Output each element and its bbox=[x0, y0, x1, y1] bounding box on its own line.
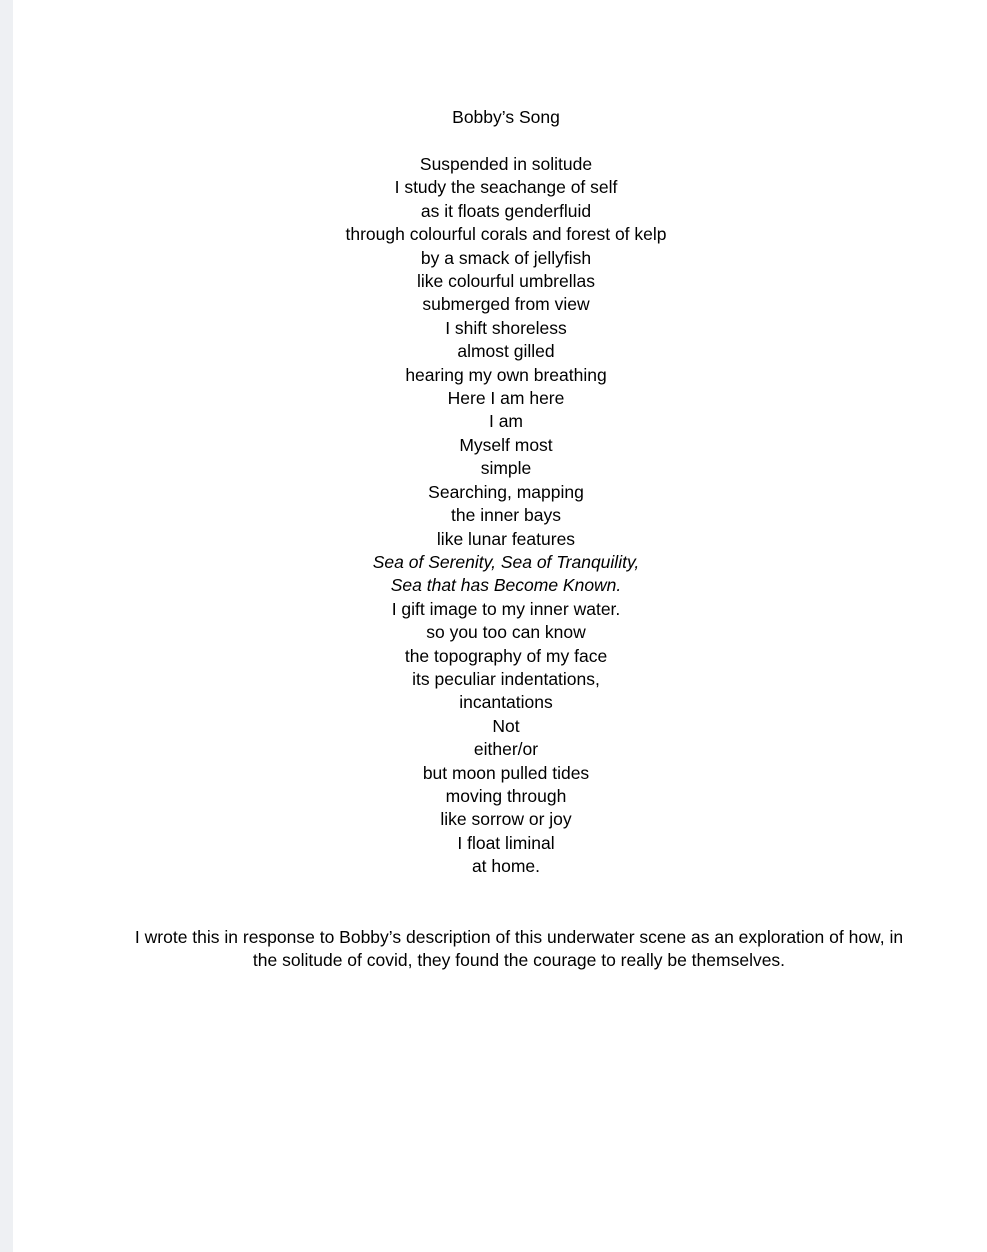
poem-line: I study the seachange of self bbox=[394, 177, 618, 198]
poem-line: the inner bays bbox=[451, 505, 561, 526]
poem-line: Here I am here bbox=[447, 388, 565, 409]
viewer-margin bbox=[0, 0, 13, 1252]
poem-line: the topography of my face bbox=[404, 645, 608, 666]
poem-line: Myself most bbox=[459, 434, 553, 455]
poem-line: hearing my own breathing bbox=[405, 364, 607, 385]
poem-line: moving through bbox=[445, 785, 567, 806]
poem-line: I shift shoreless bbox=[445, 317, 567, 338]
poem-body bbox=[13, 153, 987, 879]
poem-line: Sea of Serenity, Sea of Tranquility, bbox=[372, 551, 640, 572]
poem-line: either/or bbox=[473, 739, 539, 760]
poem-line: I am bbox=[488, 411, 524, 432]
author-note: I wrote this in response to Bobby’s description of this underwater scene as an exploration of how, in the solitude of covid, they found the courage to really be themselves. bbox=[134, 927, 904, 970]
poem-line: Suspended in solitude bbox=[419, 154, 593, 174]
poem-line: Sea that has Become Known. bbox=[390, 575, 622, 596]
poem-line: almost gilled bbox=[457, 341, 555, 362]
poem-line: so you too can know bbox=[426, 622, 586, 643]
poem-line: submerged from view bbox=[422, 294, 590, 315]
poem-line: simple bbox=[480, 458, 532, 479]
poem-line: Not bbox=[492, 715, 520, 736]
poem-line: by a smack of jellyfish bbox=[420, 247, 592, 268]
poem-line: like colourful umbrellas bbox=[417, 271, 595, 292]
poem-line: I gift image to my inner water. bbox=[391, 598, 621, 619]
poem-title: Bobby’s Song bbox=[452, 107, 560, 127]
poem-line: Searching, mapping bbox=[428, 481, 584, 502]
poem-line: its peculiar indentations, bbox=[412, 668, 600, 689]
poem-line: as it floats genderfluid bbox=[420, 200, 592, 221]
poem-line: at home. bbox=[471, 856, 541, 877]
document-page bbox=[13, 0, 987, 1252]
poem-line: like lunar features bbox=[436, 528, 576, 549]
poem-line: I float liminal bbox=[457, 832, 555, 853]
poem-line: but moon pulled tides bbox=[422, 762, 590, 783]
poem-line: through colourful corals and forest of kelp bbox=[345, 224, 667, 245]
poem-line: incantations bbox=[459, 692, 553, 713]
poem-line: like sorrow or joy bbox=[440, 809, 572, 830]
